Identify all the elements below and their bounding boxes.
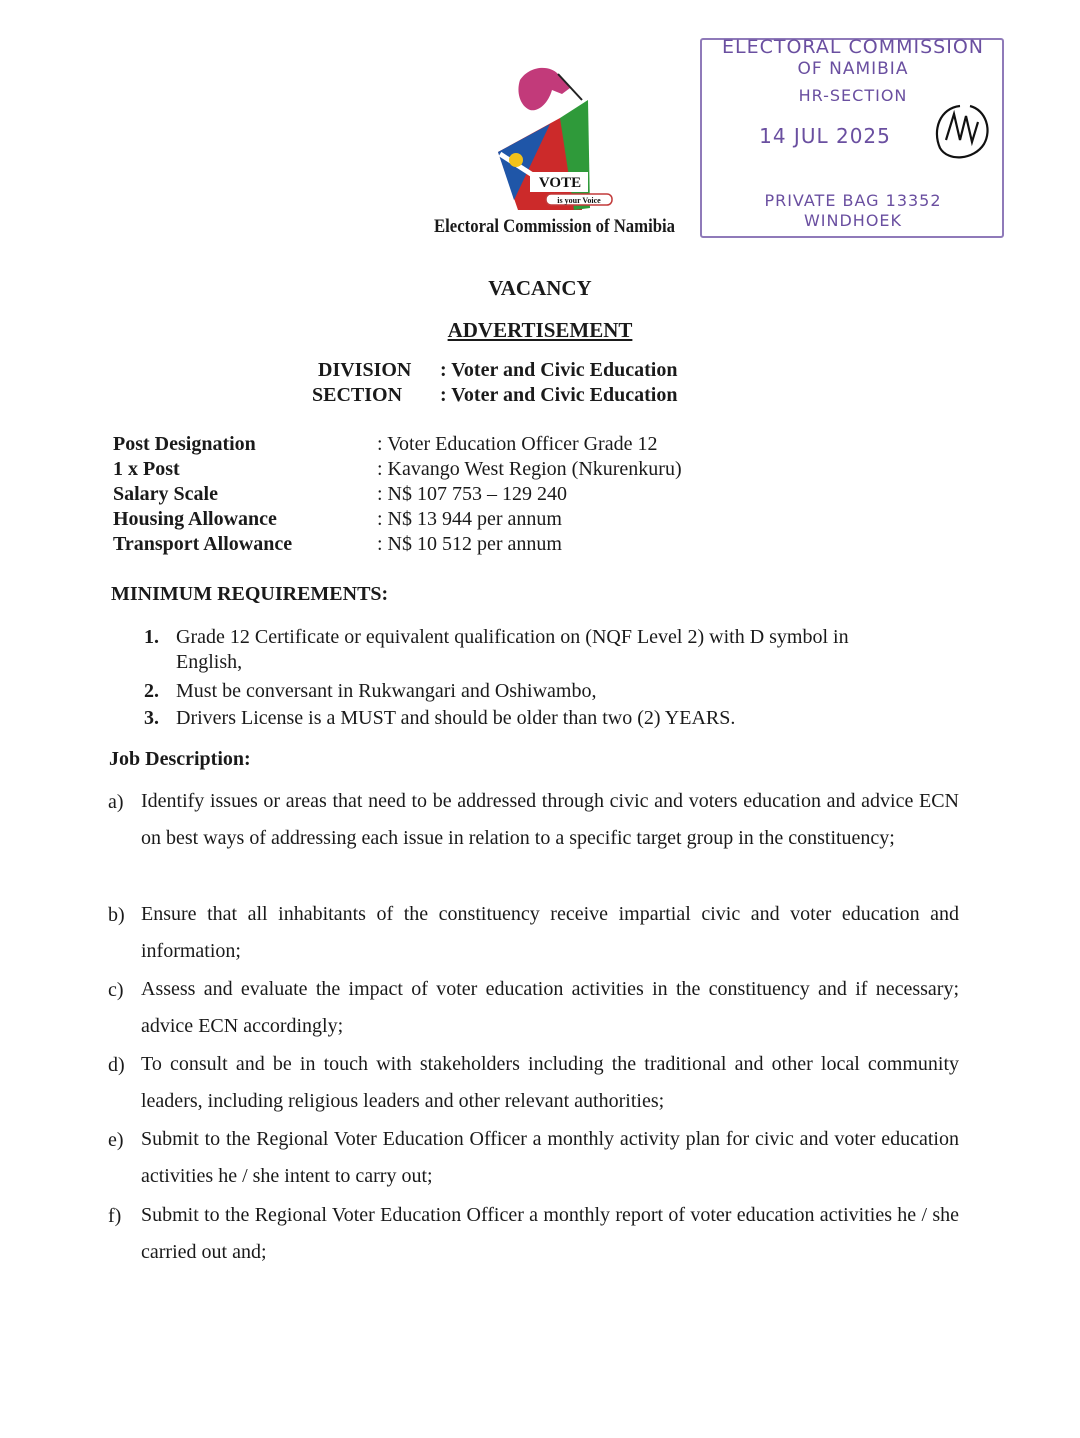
- division-value: : Voter and Civic Education: [440, 359, 678, 381]
- job-item-letter: d): [108, 1054, 125, 1076]
- job-description-heading: Job Description:: [109, 748, 251, 770]
- requirement-number: 1.: [144, 626, 159, 648]
- stamp-line-1: ELECTORAL COMMISSION: [722, 36, 984, 58]
- post-value: : N$ 107 753 – 129 240: [377, 483, 567, 505]
- post-label: Salary Scale: [113, 483, 218, 505]
- job-item-letter: b): [108, 904, 125, 926]
- requirement-text-cont: English,: [176, 651, 243, 673]
- stamp-date: 14 JUL 2025: [759, 124, 891, 148]
- ecn-logo: [490, 60, 620, 215]
- post-value: : N$ 13 944 per annum: [377, 508, 562, 530]
- job-item-text: Ensure that all inhabitants of the constituency receive impartial civic and voter education and information;: [141, 903, 959, 962]
- post-label: 1 x Post: [113, 458, 180, 480]
- hr-received-stamp: [700, 26, 1006, 240]
- requirement-text: Grade 12 Certificate or equivalent qualification on (NQF Level 2) with D symbol in: [176, 626, 849, 648]
- division-label: DIVISION: [318, 359, 412, 381]
- stamp-line-6: WINDHOEK: [803, 211, 903, 230]
- stamp-line-2: OF NAMIBIA: [797, 59, 909, 79]
- post-value: : N$ 10 512 per annum: [377, 533, 562, 555]
- requirement-text: Drivers License is a MUST and should be older than two (2) YEARS.: [176, 707, 736, 729]
- post-value: : Kavango West Region (Nkurenkuru): [377, 458, 682, 480]
- stamp-line-5: PRIVATE BAG 13352: [764, 191, 942, 210]
- job-item-text: Submit to the Regional Voter Education Officer a monthly activity plan for civic and voter education activities he / she intent to carry out;: [141, 1128, 959, 1187]
- post-value: : Voter Education Officer Grade 12: [377, 433, 658, 455]
- job-item-letter: c): [108, 979, 124, 1001]
- requirement-text: Must be conversant in Rukwangari and Oshiwambo,: [176, 680, 597, 702]
- requirement-number: 3.: [144, 707, 159, 729]
- job-item-letter: f): [108, 1205, 122, 1227]
- logo-vote-text: VOTE: [538, 175, 582, 191]
- section-value: : Voter and Civic Education: [440, 384, 678, 406]
- requirements-heading: MINIMUM REQUIREMENTS:: [111, 583, 389, 605]
- job-item-text: Identify issues or areas that need to be addressed through civic and voters education and advice ECN on best ways of addressing each issue in relation to a specific target group in the constituency;: [141, 790, 959, 849]
- post-label: Transport Allowance: [113, 533, 293, 555]
- stamp-line-3: HR-SECTION: [798, 86, 908, 105]
- organization-name: Electoral Commission of Namibia: [434, 216, 676, 237]
- section-label: SECTION: [312, 384, 403, 406]
- logo-tagline-text: is your Voice: [557, 196, 601, 205]
- title-advertisement: ADVERTISEMENT: [447, 318, 633, 342]
- requirement-number: 2.: [144, 680, 159, 702]
- job-item-text: To consult and be in touch with stakeholders including the traditional and other local community leaders, including religious leaders and other relevant authorities;: [141, 1053, 959, 1112]
- job-item-text: Submit to the Regional Voter Education Officer a monthly report of voter education activities he / she carried out and;: [141, 1204, 959, 1263]
- title-vacancy: VACANCY: [488, 276, 592, 300]
- post-label: Housing Allowance: [113, 508, 277, 530]
- job-item-text: Assess and evaluate the impact of voter education activities in the constituency and if necessary; advice ECN accordingly;: [141, 978, 959, 1037]
- job-item-letter: a): [108, 791, 124, 813]
- job-item-letter: e): [108, 1129, 124, 1151]
- post-label: Post Designation: [113, 433, 256, 455]
- signature: [930, 100, 992, 164]
